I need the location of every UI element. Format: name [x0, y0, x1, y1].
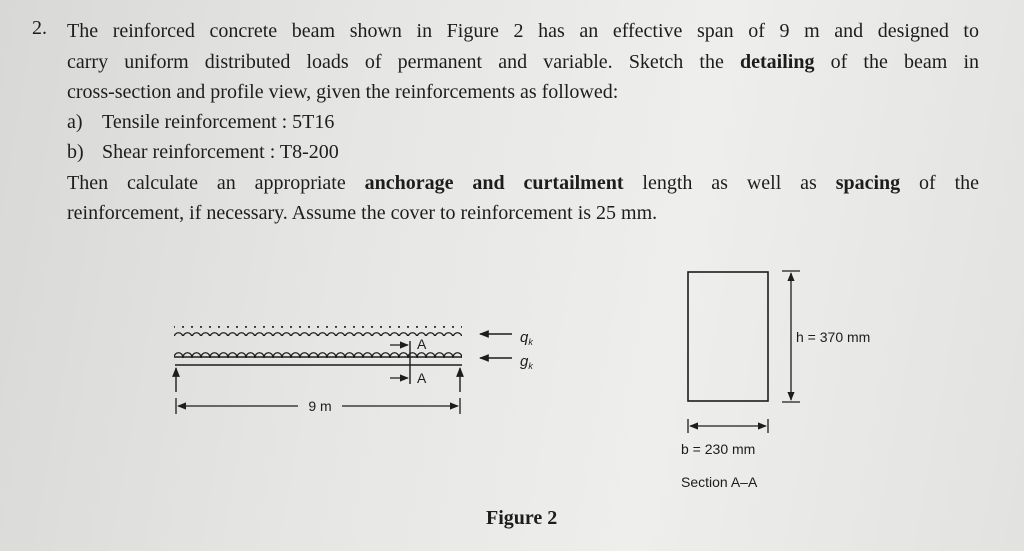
then-line-1-b: length as well as: [623, 172, 836, 194]
width-label: b = 230 mm: [681, 441, 756, 457]
beam: [175, 357, 462, 365]
span-dimension: [176, 398, 460, 414]
anchorage-keyword: anchorage and curtailment: [364, 172, 624, 194]
intro-line-3: cross-section and profile view, given the reinforcements as followed:: [67, 81, 619, 103]
then-line-1-a: Then calculate an appropriate: [67, 172, 365, 194]
section-marker-top: A: [417, 336, 427, 352]
item-a-marker: a): [67, 111, 83, 133]
item-a-text: Tensile reinforcement : 5T16: [102, 111, 335, 133]
intro-line-2-tail: of the beam in: [814, 51, 979, 73]
variable-load-label: $q_k$: [520, 329, 533, 347]
section-cut-marker: [390, 336, 427, 386]
spacing-keyword: spacing: [835, 172, 901, 194]
figure-caption: Figure 2: [486, 507, 558, 529]
then-line-2: reinforcement, if necessary. Assume the cover to reinforcement is 25 mm.: [67, 202, 658, 224]
intro-line-2-text: carry uniform distributed loads of permanent and variable. Sketch the: [67, 51, 740, 73]
then-line-1-c: of the: [900, 172, 980, 194]
section-title: Section A–A: [681, 474, 758, 490]
detailing-keyword: detailing: [739, 51, 815, 73]
width-dimension: [688, 419, 768, 433]
variable-load-line: [174, 326, 462, 336]
span-label: 9 m: [308, 398, 332, 414]
item-b-text: Shear reinforcement : T8-200: [102, 141, 339, 163]
intro-line-1: The reinforced concrete beam shown in Figure 2 has an effective span of 9 m and designed to: [67, 20, 979, 42]
height-label: h = 370 mm: [796, 329, 871, 345]
question-number: 2.: [32, 17, 47, 39]
cross-section-outline: [688, 272, 768, 401]
section-marker-bottom: A: [417, 370, 427, 386]
item-b-marker: b): [67, 141, 84, 163]
permanent-load-label: $g_k$: [520, 353, 533, 371]
